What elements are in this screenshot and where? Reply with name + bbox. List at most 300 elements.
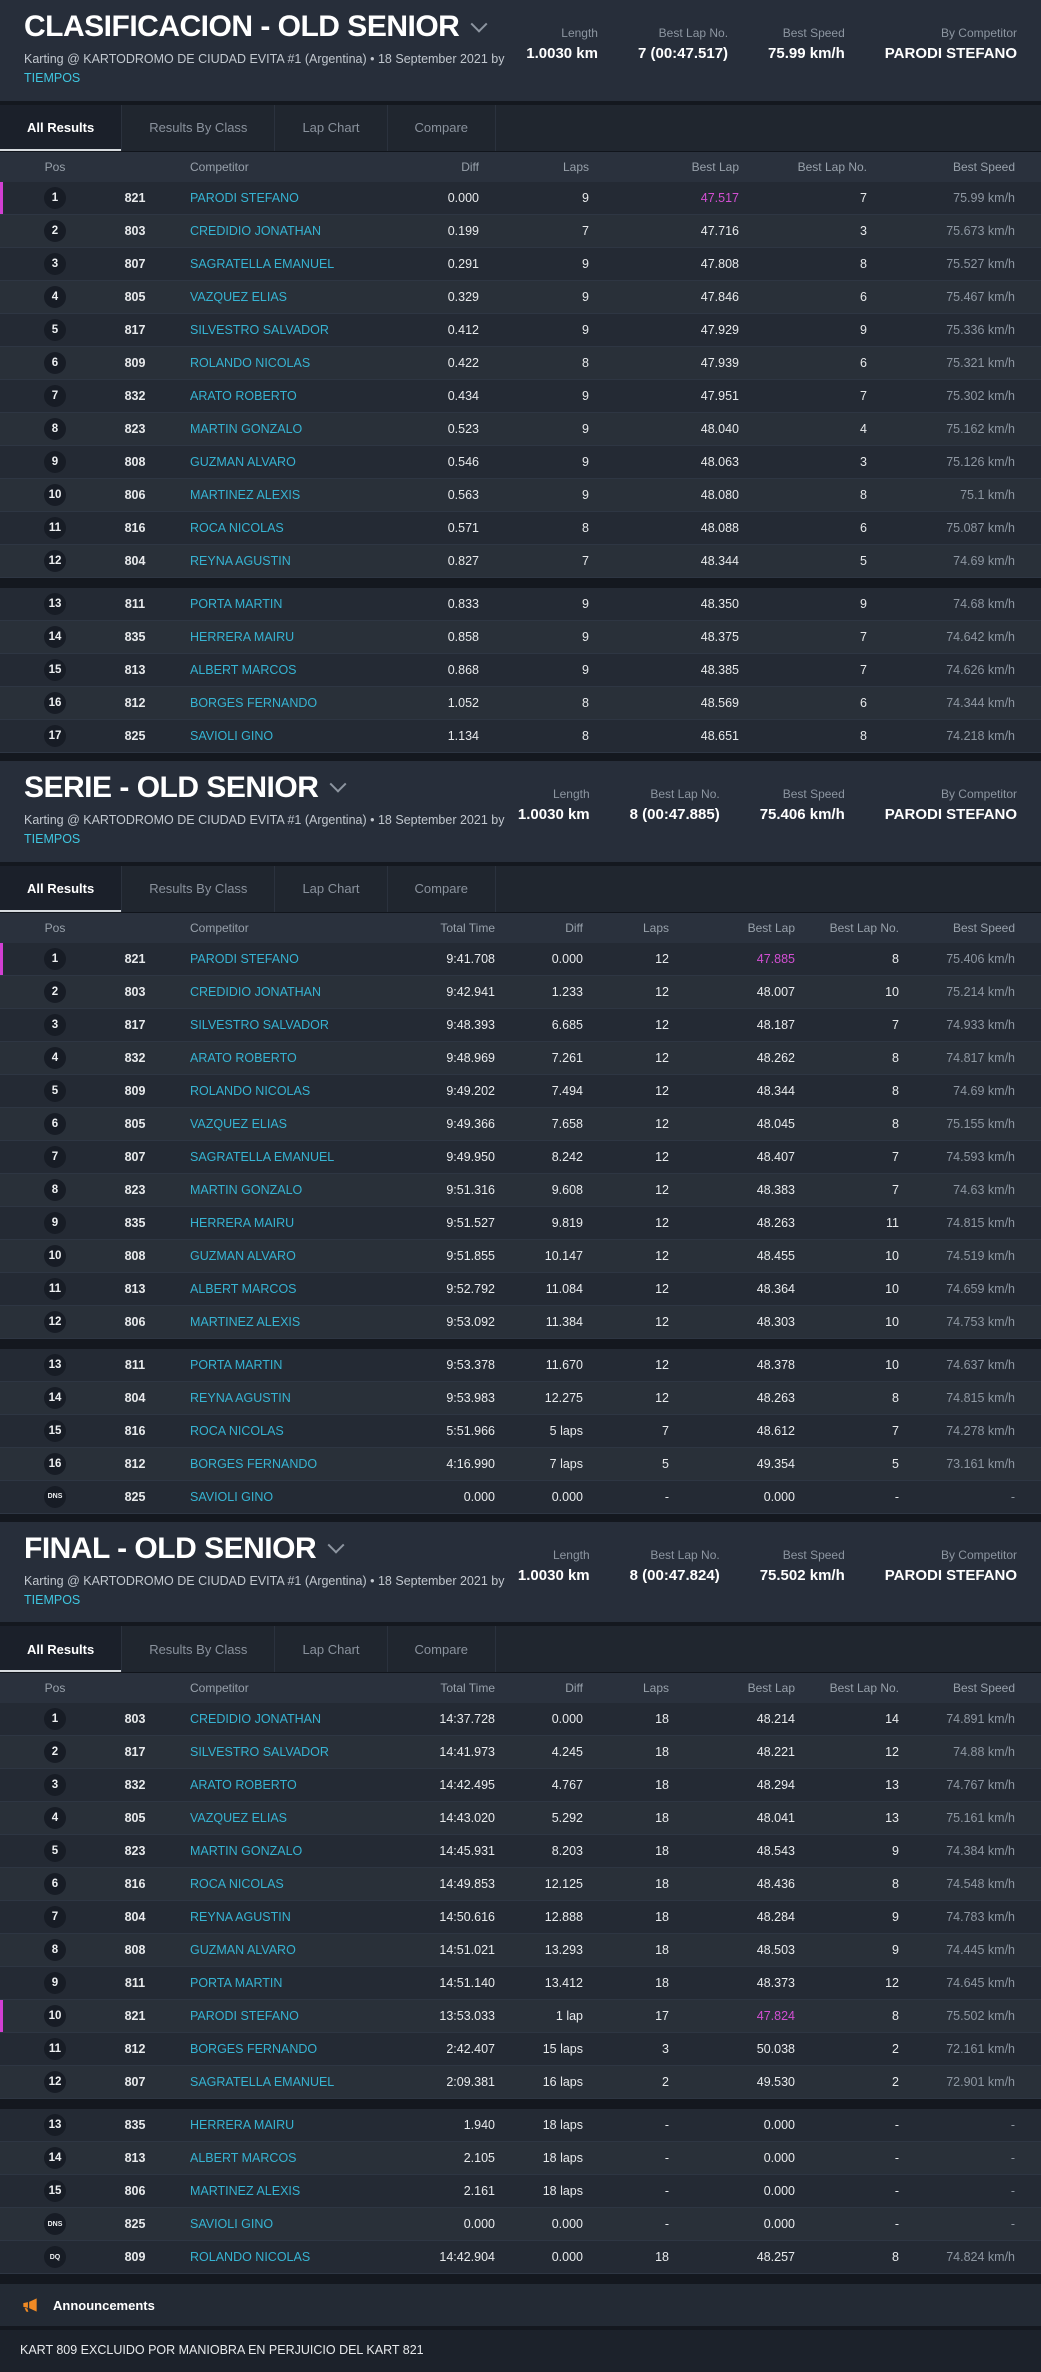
cell-best_lap: 0.000 (763, 2151, 795, 2166)
cell-kart: 817 (124, 1017, 146, 1032)
competitor-name[interactable]: MARTINEZ ALEXIS (190, 2184, 301, 2199)
cell-total: 9:48.969 (446, 1050, 495, 1065)
pos-badge: 1 (44, 948, 66, 970)
pos-badge: 14 (44, 2147, 66, 2169)
cell-kart: 835 (124, 1215, 146, 1230)
pos-badge: 16 (44, 692, 66, 714)
competitor-name[interactable]: ALBERT MARCOS (190, 1281, 297, 1296)
tab-compare[interactable]: Compare (388, 1626, 496, 1672)
cell-best_lap: 47.808 (700, 256, 739, 271)
result-row (0, 621, 1041, 654)
competitor-name[interactable]: SILVESTRO SALVADOR (190, 1745, 329, 1760)
cell-best_lap_no: 8 (892, 1390, 899, 1405)
cell-best_lap_no: 10 (885, 984, 899, 999)
competitor-name[interactable]: VAZQUEZ ELIAS (190, 289, 288, 304)
megaphone-icon (20, 2295, 40, 2315)
result-row (0, 545, 1041, 578)
tab-lap-chart[interactable]: Lap Chart (275, 1626, 387, 1672)
section-stats (518, 1532, 1017, 1611)
table-body (0, 1703, 1041, 2274)
result-row (0, 1736, 1041, 1769)
cell-best_lap_no: 8 (892, 951, 899, 966)
cell-pos (20, 1939, 90, 1961)
pos-badge: 11 (44, 517, 66, 539)
cell-best_lap: 0.000 (763, 2118, 795, 2133)
cell-best_speed: 74.69 km/h (953, 1083, 1015, 1098)
cell-best_lap_no: 10 (885, 1281, 899, 1296)
cell-pos (20, 187, 90, 209)
pos-badge: 14 (44, 1387, 66, 1409)
cell-total: 9:42.941 (446, 984, 495, 999)
chevron-down-icon[interactable] (330, 776, 347, 793)
cell-total: 14:51.140 (439, 1976, 495, 1991)
competitor-name[interactable]: GUZMAN ALVARO (190, 454, 296, 469)
stat-value: PARODI STEFANO (884, 805, 1017, 823)
cell-best_speed: 75.321 km/h (946, 355, 1015, 370)
section-title: CLASIFICACION - OLD SENIOR (24, 10, 460, 43)
cell-best_speed: 75.527 km/h (946, 256, 1015, 271)
cell-best_lap_no: 9 (892, 1910, 899, 1925)
cell-best_lap: 48.350 (700, 596, 739, 611)
cell-best_lap_no: 7 (860, 388, 867, 403)
competitor-name[interactable]: ROLANDO NICOLAS (190, 2250, 311, 2265)
competitor-name[interactable]: ROCA NICOLAS (190, 1877, 284, 1892)
tab-compare[interactable]: Compare (388, 866, 496, 912)
result-row (0, 1174, 1041, 1207)
cell-best_lap: 48.063 (700, 454, 739, 469)
pos-badge: 11 (44, 2038, 66, 2060)
cell-laps: 9 (582, 421, 589, 436)
cell-kart: 804 (124, 553, 146, 568)
competitor-name[interactable]: MARTINEZ ALEXIS (190, 1314, 301, 1329)
column-header-pos: Pos (44, 920, 66, 935)
competitor-name[interactable]: REYNA AGUSTIN (190, 553, 291, 568)
cell-best_lap: 0.000 (763, 2217, 795, 2232)
cell-pos (20, 1014, 90, 1036)
tab-lap-chart[interactable]: Lap Chart (275, 105, 387, 151)
competitor-name[interactable]: CREDIDIO JONATHAN (190, 223, 322, 238)
cell-total: 14:45.931 (439, 1844, 495, 1859)
header-stat-by-competitor (885, 26, 1017, 89)
cell-best_speed: 73.161 km/h (946, 1456, 1015, 1471)
cell-diff: 12.888 (544, 1910, 583, 1925)
header-stat-best-speed (760, 1548, 845, 1611)
pos-badge: 12 (44, 2071, 66, 2093)
competitor-name[interactable]: VAZQUEZ ELIAS (190, 1811, 288, 1826)
cell-best_speed: 75.126 km/h (946, 454, 1015, 469)
cell-kart: 825 (124, 2217, 146, 2232)
cell-best_speed: 75.161 km/h (946, 1811, 1015, 1826)
result-row (0, 720, 1041, 753)
cell-total: 9:49.202 (446, 1083, 495, 1098)
cell-diff: 7.261 (551, 1050, 583, 1065)
result-row (0, 1481, 1041, 1514)
cell-kart: 804 (124, 1390, 146, 1405)
cell-kart: 817 (124, 1745, 146, 1760)
competitor-name[interactable]: SAGRATELLA EMANUEL (190, 2075, 335, 2090)
cell-best_lap: 48.383 (756, 1182, 795, 1197)
cell-pos (20, 1113, 90, 1135)
cell-diff: 0.546 (447, 454, 479, 469)
competitor-name[interactable]: PARODI STEFANO (190, 190, 299, 205)
result-row (0, 281, 1041, 314)
competitor-name[interactable]: ALBERT MARCOS (190, 662, 297, 677)
result-row (0, 215, 1041, 248)
column-header-name: Competitor (190, 159, 249, 174)
column-header-laps: Laps (642, 1681, 669, 1696)
cell-kart: 807 (124, 1149, 146, 1164)
chevron-down-icon[interactable] (471, 15, 488, 32)
tab-bar (0, 105, 1041, 152)
cell-laps: 8 (582, 520, 589, 535)
competitor-name[interactable]: SAVIOLI GINO (190, 728, 274, 743)
section-header (0, 761, 1041, 862)
cell-kart: 807 (124, 256, 146, 271)
header-stat-length (518, 787, 590, 850)
cell-kart: 805 (124, 1116, 146, 1131)
cell-laps: 18 (655, 1877, 669, 1892)
cell-diff: 0.000 (551, 1489, 583, 1504)
result-row (0, 314, 1041, 347)
competitor-name[interactable]: SAGRATELLA EMANUEL (190, 1149, 335, 1164)
competitor-name[interactable]: MARTIN GONZALO (190, 1182, 303, 1197)
competitor-name[interactable]: BORGES FERNANDO (190, 1456, 318, 1471)
cell-kart: 825 (124, 728, 146, 743)
cell-best_lap_no: 3 (860, 454, 867, 469)
cell-diff: 12.275 (544, 1390, 583, 1405)
cell-pos (20, 1906, 90, 1928)
tab-results-by-class[interactable]: Results By Class (122, 105, 275, 151)
cell-pos (20, 286, 90, 308)
competitor-name[interactable]: MARTIN GONZALO (190, 421, 303, 436)
cell-pos (20, 1311, 90, 1333)
cell-diff: 0.000 (551, 2217, 583, 2232)
results-table (0, 913, 1041, 1514)
cell-best_lap_no: 14 (885, 1712, 899, 1727)
cell-best_speed: 74.218 km/h (946, 728, 1015, 743)
competitor-name[interactable]: ROCA NICOLAS (190, 1423, 284, 1438)
cell-best_speed: 74.783 km/h (946, 1910, 1015, 1925)
column-header-best_lap_no: Best Lap No. (829, 920, 899, 935)
pos-badge: 4 (44, 1807, 66, 1829)
cell-total: 9:53.983 (446, 1390, 495, 1405)
competitor-name[interactable]: HERRERA MAIRU (190, 2118, 295, 2133)
cell-best_lap: 49.354 (756, 1456, 795, 1471)
result-row (0, 1448, 1041, 1481)
cell-diff: 11.384 (545, 1314, 583, 1329)
tab-results-by-class[interactable]: Results By Class (122, 866, 275, 912)
cell-best_speed: 74.642 km/h (946, 629, 1015, 644)
cell-kart: 821 (124, 2009, 146, 2024)
cell-best_lap: 48.375 (700, 629, 739, 644)
cell-best_lap_no: 11 (886, 1215, 899, 1230)
result-row (0, 1306, 1041, 1339)
cell-laps: 12 (655, 1248, 669, 1263)
competitor-name[interactable]: MARTINEZ ALEXIS (190, 487, 301, 502)
cell-diff: 7.658 (551, 1116, 583, 1131)
column-header-best_lap: Best Lap (691, 159, 739, 174)
cell-laps: 18 (655, 1712, 669, 1727)
competitor-name[interactable]: GUZMAN ALVARO (190, 1248, 296, 1263)
competitor-name[interactable]: PORTA MARTIN (190, 1357, 283, 1372)
cell-diff: 0.833 (447, 596, 479, 611)
cell-best_speed: 75.467 km/h (946, 289, 1015, 304)
cell-diff: 0.563 (447, 487, 479, 502)
cell-best_lap: 47.517 (700, 190, 739, 205)
competitor-name[interactable]: SAGRATELLA EMANUEL (190, 256, 335, 271)
row-group-divider (0, 578, 1041, 588)
section-title-row (24, 10, 526, 43)
result-row (0, 976, 1041, 1009)
column-header-laps: Laps (642, 920, 669, 935)
competitor-name[interactable]: REYNA AGUSTIN (190, 1390, 291, 1405)
stat-label: By Competitor (940, 26, 1017, 40)
pos-badge: 16 (44, 1453, 66, 1475)
column-header-name: Competitor (190, 920, 249, 935)
stat-value: 75.502 km/h (759, 1566, 845, 1584)
pos-badge: 15 (44, 659, 66, 681)
competitor-name[interactable]: ROLANDO NICOLAS (190, 355, 311, 370)
pos-badge: 13 (44, 593, 66, 615)
competitor-name[interactable]: CREDIDIO JONATHAN (190, 984, 322, 999)
tab-all-results[interactable]: All Results (0, 866, 122, 912)
competitor-name[interactable]: PARODI STEFANO (190, 951, 299, 966)
cell-best_speed: 72.901 km/h (946, 2075, 1015, 2090)
cell-pos (20, 253, 90, 275)
tiempos-link[interactable]: TIEMPOS (24, 71, 81, 86)
result-row (0, 1273, 1041, 1306)
cell-diff: 0.000 (551, 2250, 583, 2265)
cell-best_lap: 50.038 (756, 2042, 795, 2057)
competitor-name[interactable]: SILVESTRO SALVADOR (190, 322, 329, 337)
pos-badge: 10 (44, 1245, 66, 1267)
cell-laps: 12 (655, 984, 669, 999)
stat-value: PARODI STEFANO (884, 1566, 1017, 1584)
tab-all-results[interactable]: All Results (0, 105, 122, 151)
cell-kart: 811 (124, 596, 146, 611)
tab-bar (0, 866, 1041, 913)
cell-pos (20, 451, 90, 473)
cell-pos (20, 1741, 90, 1763)
cell-best_lap: 47.824 (756, 2009, 795, 2024)
cell-pos (20, 2213, 90, 2235)
competitor-name[interactable]: BORGES FERNANDO (190, 2042, 318, 2057)
cell-best_speed: - (1010, 2118, 1015, 2133)
cell-diff: 0.868 (447, 662, 479, 677)
cell-diff: 1.134 (447, 728, 479, 743)
cell-laps: 12 (655, 951, 669, 966)
cell-diff: 0.858 (447, 629, 479, 644)
pos-badge: 13 (44, 2114, 66, 2136)
competitor-name[interactable]: ROLANDO NICOLAS (190, 1083, 311, 1098)
cell-best_speed: 74.278 km/h (946, 1423, 1015, 1438)
pos-badge: 6 (44, 352, 66, 374)
cell-pos (20, 2038, 90, 2060)
cell-laps: 3 (662, 2042, 669, 2057)
cell-best_speed: 74.519 km/h (946, 1248, 1015, 1263)
cell-best_speed: 75.406 km/h (946, 951, 1015, 966)
cell-best_lap_no: 7 (892, 1423, 899, 1438)
cell-total: 2:09.381 (446, 2075, 495, 2090)
competitor-name[interactable]: PARODI STEFANO (190, 2009, 299, 2024)
result-row (0, 1042, 1041, 1075)
tab-all-results[interactable]: All Results (0, 1626, 122, 1672)
competitor-name[interactable]: VAZQUEZ ELIAS (190, 1116, 288, 1131)
result-row (0, 1769, 1041, 1802)
result-row (0, 1967, 1041, 2000)
cell-total: 9:51.316 (446, 1182, 495, 1197)
cell-best_lap_no: 7 (860, 662, 867, 677)
cell-best_lap_no: 9 (860, 596, 867, 611)
chevron-down-icon[interactable] (328, 1537, 345, 1554)
column-header-diff: Diff (565, 1681, 583, 1696)
pos-badge: 7 (44, 385, 66, 407)
column-header-best_lap_no: Best Lap No. (829, 1681, 899, 1696)
cell-diff: 7 laps (549, 1456, 583, 1471)
competitor-name[interactable]: GUZMAN ALVARO (190, 1943, 296, 1958)
cell-pos (20, 1420, 90, 1442)
cell-laps: - (664, 2118, 669, 2133)
result-row (0, 1382, 1041, 1415)
cell-best_lap_no: 2 (892, 2042, 899, 2057)
cell-total: 14:42.904 (439, 2250, 495, 2265)
cell-best_speed: 75.155 km/h (946, 1116, 1015, 1131)
competitor-name[interactable]: REYNA AGUSTIN (190, 1910, 291, 1925)
cell-best_lap: 48.378 (756, 1357, 795, 1372)
cell-best_lap: 48.007 (756, 984, 795, 999)
cell-laps: 8 (582, 355, 589, 370)
cell-kart: 823 (124, 1182, 146, 1197)
cell-best_speed: 74.891 km/h (946, 1712, 1015, 1727)
cell-best_speed: 75.99 km/h (953, 190, 1015, 205)
cell-pos (20, 352, 90, 374)
cell-best_speed: 75.1 km/h (960, 487, 1015, 502)
cell-pos (20, 2071, 90, 2093)
cell-total: 14:51.021 (439, 1943, 495, 1958)
competitor-name[interactable]: PORTA MARTIN (190, 1976, 283, 1991)
race-section-final (0, 1522, 1041, 2275)
results-table (0, 152, 1041, 753)
competitor-name[interactable]: SAVIOLI GINO (190, 2217, 274, 2232)
stat-value: 8 (00:47.824) (629, 1566, 720, 1584)
cell-best_lap: 48.214 (756, 1712, 795, 1727)
cell-pos (20, 692, 90, 714)
cell-best_lap: 48.040 (700, 421, 739, 436)
competitor-name[interactable]: SILVESTRO SALVADOR (190, 1017, 329, 1032)
cell-best_lap: 48.284 (756, 1910, 795, 1925)
cell-laps: 7 (582, 553, 589, 568)
pos-badge: 4 (44, 1047, 66, 1069)
cell-pos (20, 1080, 90, 1102)
stat-value: 75.99 km/h (768, 45, 845, 62)
pos-badge: 2 (44, 1741, 66, 1763)
cell-diff: 8.203 (551, 1844, 583, 1859)
result-row (0, 1349, 1041, 1382)
cell-best_lap_no: 7 (892, 1149, 899, 1164)
pos-badge: 10 (44, 484, 66, 506)
cell-best_lap: 48.651 (700, 728, 739, 743)
cell-laps: 12 (655, 1215, 669, 1230)
tiempos-link[interactable]: TIEMPOS (24, 1592, 81, 1607)
cell-pos (20, 948, 90, 970)
cell-laps: 2 (662, 2075, 669, 2090)
result-row (0, 1207, 1041, 1240)
cell-kart: 809 (124, 2250, 146, 2265)
cell-pos (20, 981, 90, 1003)
result-row (0, 1901, 1041, 1934)
competitor-name[interactable]: HERRERA MAIRU (190, 629, 295, 644)
cell-best_lap: 48.088 (700, 520, 739, 535)
cell-kart: 807 (124, 2075, 146, 2090)
result-row (0, 1802, 1041, 1835)
column-header-best_speed: Best Speed (952, 920, 1015, 935)
competitor-name[interactable]: CREDIDIO JONATHAN (190, 1712, 322, 1727)
section-stats (518, 771, 1017, 850)
cell-diff: 0.291 (447, 256, 479, 271)
competitor-name[interactable]: ARATO ROBERTO (190, 1778, 297, 1793)
cell-best_lap: 48.080 (700, 487, 739, 502)
cell-best_lap_no: 10 (885, 1314, 899, 1329)
cell-pos (20, 385, 90, 407)
cell-pos (20, 1453, 90, 1475)
cell-best_speed: 75.302 km/h (946, 388, 1015, 403)
pos-badge: 8 (44, 418, 66, 440)
result-row (0, 1703, 1041, 1736)
cell-best_speed: 72.161 km/h (946, 2042, 1015, 2057)
header-stat-by-competitor (885, 787, 1017, 850)
tiempos-link[interactable]: TIEMPOS (24, 832, 81, 847)
cell-best_speed: 75.673 km/h (946, 223, 1015, 238)
cell-total: 14:41.973 (439, 1745, 495, 1760)
competitor-name[interactable]: ARATO ROBERTO (190, 1050, 297, 1065)
result-row (0, 347, 1041, 380)
competitor-name[interactable]: ARATO ROBERTO (190, 388, 297, 403)
cell-best_speed: 74.659 km/h (946, 1281, 1015, 1296)
cell-best_lap_no: 8 (892, 1083, 899, 1098)
tab-results-by-class[interactable]: Results By Class (122, 1626, 275, 1672)
results-table (0, 1673, 1041, 2274)
cell-best_lap: 48.344 (756, 1083, 795, 1098)
cell-best_lap_no: 6 (860, 355, 867, 370)
cell-kart: 825 (124, 1489, 146, 1504)
cell-best_lap_no: 12 (885, 1745, 899, 1760)
result-row (0, 1075, 1041, 1108)
cell-kart: 816 (124, 520, 146, 535)
cell-best_speed: 74.815 km/h (946, 1390, 1015, 1405)
cell-laps: 12 (655, 1116, 669, 1131)
competitor-name[interactable]: ROCA NICOLAS (190, 520, 284, 535)
cell-pos (20, 2114, 90, 2136)
competitor-name[interactable]: SAVIOLI GINO (190, 1489, 274, 1504)
column-header-pos: Pos (44, 1681, 66, 1696)
tab-compare[interactable]: Compare (388, 105, 496, 151)
cell-best_lap_no: - (894, 1489, 899, 1504)
result-row (0, 2175, 1041, 2208)
stat-label: Best Lap No. (650, 1547, 720, 1562)
cell-best_lap: 47.885 (756, 951, 795, 966)
competitor-name[interactable]: PORTA MARTIN (190, 596, 283, 611)
cell-kart: 823 (124, 1844, 146, 1859)
cell-kart: 809 (124, 1083, 146, 1098)
competitor-name[interactable]: BORGES FERNANDO (190, 695, 318, 710)
competitor-name[interactable]: MARTIN GONZALO (190, 1844, 303, 1859)
section-title: SERIE - OLD SENIOR (24, 770, 319, 804)
cell-best_lap: 48.385 (700, 662, 739, 677)
tab-lap-chart[interactable]: Lap Chart (275, 866, 387, 912)
cell-diff: 9.608 (551, 1182, 583, 1197)
competitor-name[interactable]: ALBERT MARCOS (190, 2151, 297, 2166)
competitor-name[interactable]: HERRERA MAIRU (190, 1215, 295, 1230)
